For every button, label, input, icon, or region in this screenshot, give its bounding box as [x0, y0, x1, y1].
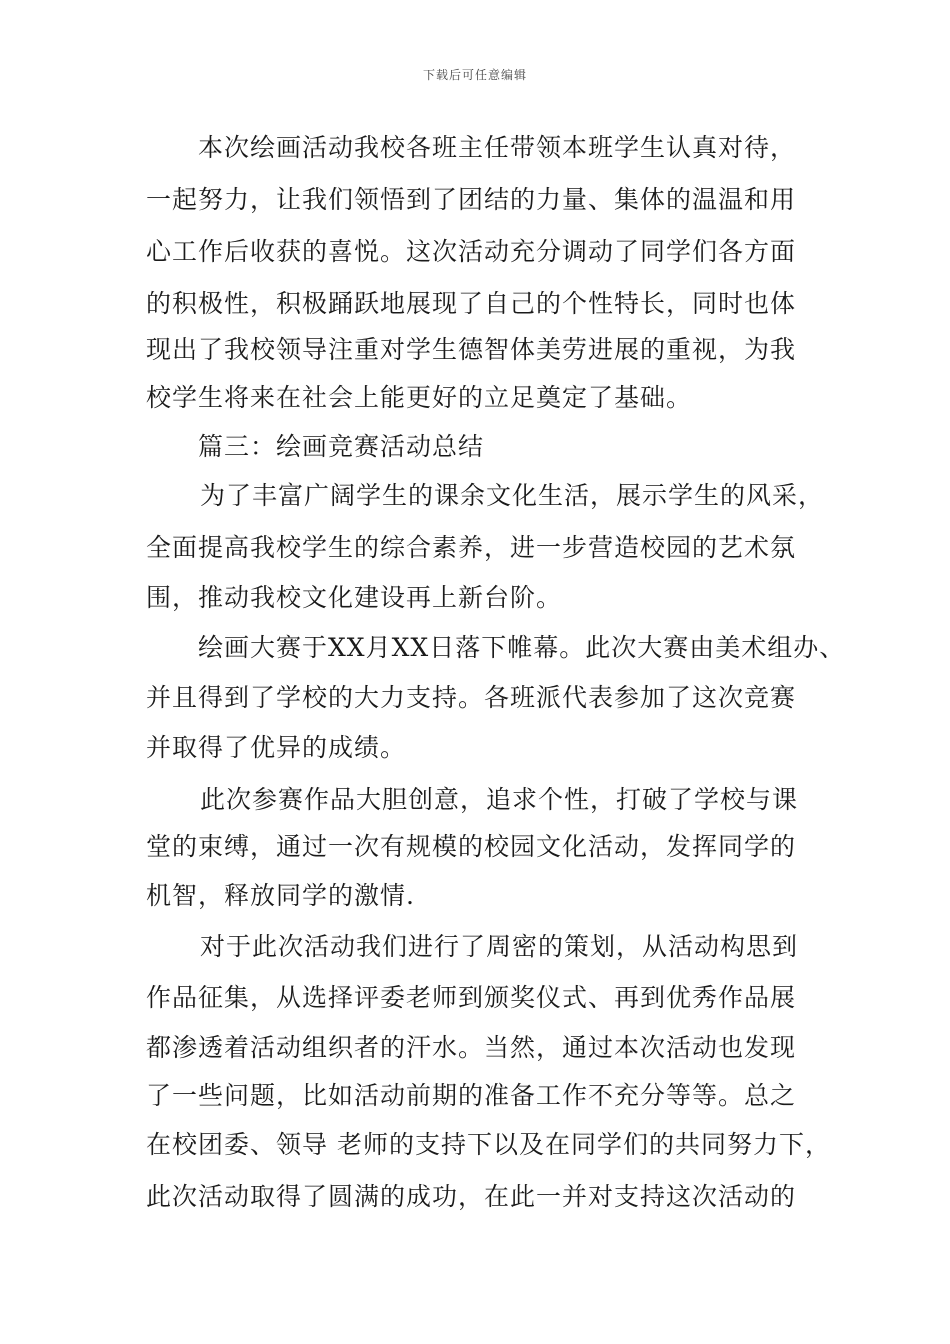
section-heading: 篇三：绘画竞赛活动总结 — [198, 432, 485, 461]
paragraph-line: 此次活动取得了圆满的成功，在此一并对支持这次活动的 — [146, 1182, 797, 1211]
paragraph-line: 了一些问题，比如活动前期的准备工作不充分等等。总之 — [146, 1081, 797, 1110]
paragraph-line: 都渗透着活动组织者的汗水。当然，通过本次活动也发现 — [146, 1033, 797, 1062]
paragraph-line: 堂的束缚，通过一次有规模的校园文化活动，发挥同学的 — [146, 832, 797, 861]
paragraph-line: 对于此次活动我们进行了周密的策划，从活动构思到 — [200, 932, 799, 961]
paragraph-line: 现出了我校领导注重对学生德智体美劳进展的重视，为我 — [146, 335, 797, 364]
paragraph-line: 本次绘画活动我校各班主任带领本班学生认真对待， — [198, 133, 797, 162]
paragraph-line: 此次参赛作品大胆创意，追求个性，打破了学校与课 — [200, 785, 799, 814]
paragraph-line: 围，推动我校文化建设再上新台阶。 — [146, 583, 563, 612]
paragraph-line: 绘画大赛于XX月XX日落下帷幕。此次大赛由美术组办、 — [198, 633, 846, 662]
paragraph-line: 机智，释放同学的激情. — [146, 881, 415, 910]
paragraph-line: 的积极性，积极踊跃地展现了自己的个性特长，同时也体 — [146, 289, 797, 318]
paragraph-line: 校学生将来在社会上能更好的立足奠定了基础。 — [146, 383, 693, 412]
paragraph-line: 作品征集，从选择评委老师到颁奖仪式、再到优秀作品展 — [146, 983, 797, 1012]
paragraph-line: 为了丰富广阔学生的课余文化生活，展示学生的风采， — [200, 481, 825, 510]
paragraph-line: 并取得了优异的成绩。 — [146, 733, 407, 762]
paragraph-line: 并且得到了学校的大力支持。各班派代表参加了这次竞赛 — [146, 683, 797, 712]
paragraph-line: 心工作后收获的喜悦。这次活动充分调动了同学们各方面 — [146, 237, 797, 266]
paragraph-line: 全面提高我校学生的综合素养，进一步营造校园的艺术氛 — [146, 533, 797, 562]
paragraph-line: 一起努力，让我们领悟到了团结的力量、集体的温温和用 — [146, 185, 797, 214]
page-header: 下载后可任意编辑 — [422, 68, 527, 82]
paragraph-line: 在校团委、领导 老师的支持下以及在同学们的共同努力下， — [146, 1130, 831, 1159]
